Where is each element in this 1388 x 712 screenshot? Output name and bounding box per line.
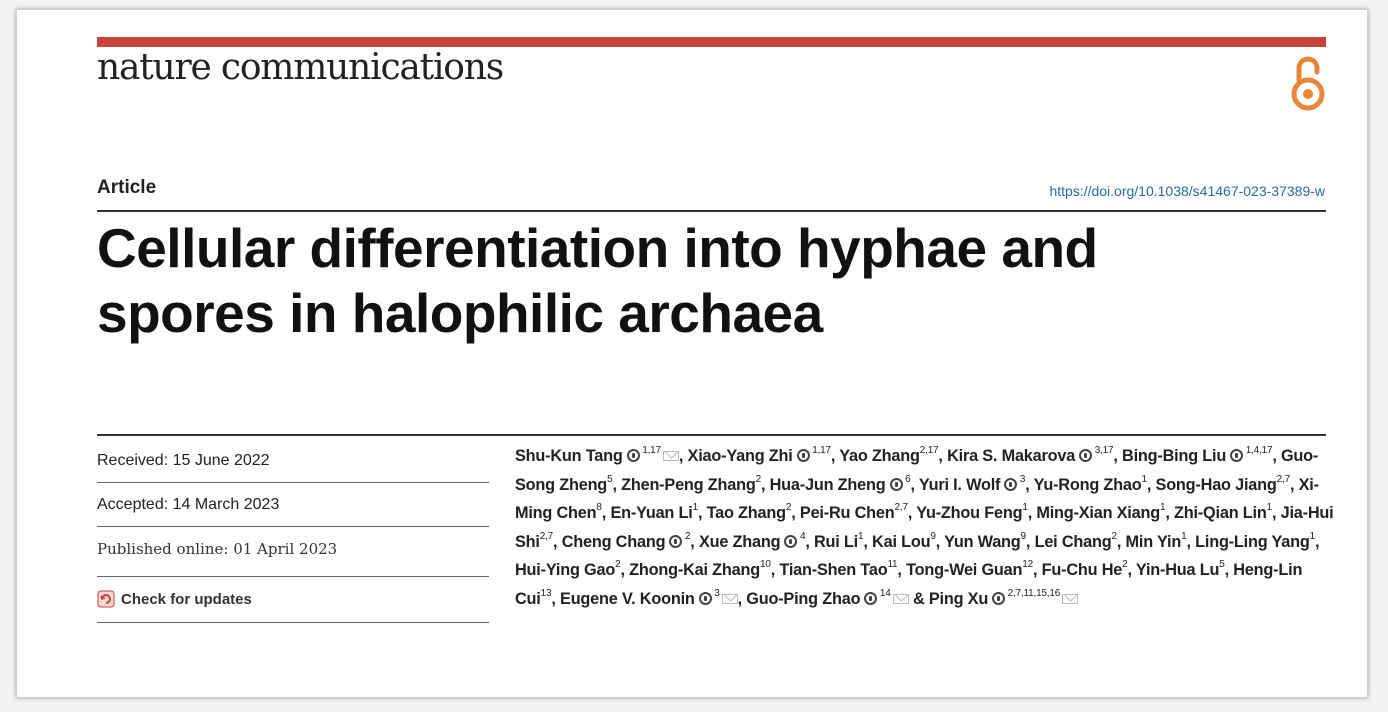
affiliation-superscript: 3 <box>711 587 720 599</box>
author-name[interactable] <box>872 530 936 551</box>
author-label: Xi-Ming Chen <box>515 475 1319 522</box>
author-label: Tao Zhang <box>706 504 786 522</box>
affiliation-superscript: 2,7 <box>1276 473 1290 485</box>
author-name[interactable] <box>947 447 1113 465</box>
article-header-card <box>16 9 1368 698</box>
affiliation-superscript: 1 <box>1141 473 1147 485</box>
author-label: Tian-Shen Tao <box>779 561 888 579</box>
author-label: Yu-Rong Zhao <box>1033 475 1142 494</box>
header-divider <box>97 210 1326 212</box>
author-name[interactable] <box>839 447 938 465</box>
author-label: Shu-Kun Tang <box>515 447 623 465</box>
affiliation-superscript: 2,7 <box>539 530 554 542</box>
author-label: Guo-Song Zheng <box>515 447 1319 494</box>
date-separator <box>97 526 489 527</box>
author-label: Lei Chang <box>1034 532 1112 551</box>
affiliation-superscript: 10 <box>759 559 771 570</box>
affiliation-superscript: 2 <box>755 473 761 485</box>
author-name[interactable] <box>1122 447 1272 465</box>
author-label: Heng-Lin Cui <box>515 561 1303 608</box>
author-label: Yun Wang <box>944 532 1021 551</box>
affiliation-superscript: 2,7,11,15,16 <box>1005 587 1061 599</box>
title-line-2: spores in halophilic archaea <box>97 282 823 344</box>
author-name[interactable] <box>561 530 691 551</box>
affiliation-superscript: 1,17 <box>809 445 831 456</box>
author-name[interactable] <box>1195 530 1315 551</box>
date-separator <box>97 482 489 483</box>
author-label: Kira S. Makarova <box>947 447 1076 465</box>
affiliation-superscript: 3 <box>1017 473 1026 485</box>
author-name[interactable] <box>928 587 1078 608</box>
orcid-icon[interactable] <box>784 535 797 548</box>
author-name[interactable] <box>560 587 738 608</box>
orcid-icon[interactable] <box>890 478 903 491</box>
author-label: Pei-Ru Chen <box>799 504 895 522</box>
affiliation-superscript: 9 <box>930 530 936 542</box>
orcid-icon[interactable] <box>1004 478 1017 491</box>
affiliation-superscript: 1,17 <box>639 445 661 456</box>
author-label: Xiao-Yang Zhi <box>687 447 793 465</box>
author-name[interactable] <box>779 561 897 579</box>
author-label: Ling-Ling Yang <box>1195 532 1310 551</box>
affiliation-superscript: 9 <box>1020 530 1026 542</box>
affiliation-superscript: 3,17 <box>1092 445 1114 456</box>
author-label: Ming-Xian Xiang <box>1036 504 1160 522</box>
journal-accent-bar <box>97 37 1326 47</box>
orcid-icon[interactable] <box>797 449 810 462</box>
affiliation-superscript: 14 <box>877 587 891 599</box>
author-label: Eugene V. Koonin <box>560 589 695 608</box>
author-label: Yu-Zhou Feng <box>916 504 1023 522</box>
author-label: Jia-Hui Shi <box>515 504 1334 551</box>
orcid-icon[interactable] <box>699 592 712 605</box>
author-name[interactable] <box>629 561 771 579</box>
affiliation-superscript: 6 <box>902 473 911 485</box>
author-name[interactable] <box>1033 473 1147 494</box>
author-label: Cheng Chang <box>561 532 666 551</box>
author-label: Kai Lou <box>872 532 931 551</box>
author-name[interactable] <box>688 447 831 465</box>
email-icon[interactable] <box>1062 594 1078 604</box>
check-updates-label: Check for updates <box>121 590 252 608</box>
author-name[interactable] <box>813 530 864 551</box>
affiliation-superscript: 8 <box>596 502 602 513</box>
date-separator <box>97 622 489 623</box>
affiliation-superscript: 1 <box>1022 502 1028 513</box>
check-updates-icon <box>97 590 115 608</box>
affiliation-superscript: 1 <box>1181 530 1187 542</box>
affiliation-superscript: 12 <box>1022 559 1033 570</box>
affiliation-superscript: 2 <box>682 530 691 542</box>
author-label: Yin-Hua Lu <box>1135 561 1220 579</box>
author-label: Min Yin <box>1125 532 1182 551</box>
author-name[interactable] <box>1155 473 1290 494</box>
affiliation-superscript: 2 <box>1111 530 1117 542</box>
author-label: Zhi-Qian Lin <box>1174 504 1267 522</box>
author-label: Tong-Wei Guan <box>906 561 1023 579</box>
published-date: Published online: 01 April 2023 <box>97 540 338 558</box>
metadata-divider <box>97 434 1326 436</box>
author-name[interactable] <box>515 561 620 579</box>
date-separator <box>97 576 489 577</box>
received-date: Received: 15 June 2022 <box>97 452 270 469</box>
author-name[interactable] <box>906 561 1033 579</box>
journal-name[interactable]: nature communications <box>97 47 503 88</box>
author-name[interactable] <box>698 530 806 551</box>
article-type-label: Article <box>97 177 157 198</box>
author-name[interactable] <box>944 530 1026 551</box>
affiliation-superscript: 2,17 <box>919 445 939 456</box>
author-name[interactable] <box>916 504 1028 522</box>
author-name[interactable] <box>610 504 698 522</box>
affiliation-superscript: 2 <box>1122 559 1128 570</box>
orcid-icon[interactable] <box>669 535 682 548</box>
author-name[interactable] <box>707 504 792 522</box>
author-label: Rui Li <box>813 532 858 551</box>
orcid-icon[interactable] <box>992 592 1005 605</box>
orcid-icon[interactable] <box>1079 449 1092 462</box>
orcid-icon[interactable] <box>864 592 877 605</box>
affiliation-superscript: 5 <box>1219 559 1225 570</box>
author-name[interactable] <box>1034 530 1117 551</box>
affiliation-superscript: 1 <box>692 502 698 513</box>
email-icon[interactable] <box>663 451 679 461</box>
email-icon[interactable] <box>722 594 738 604</box>
author-label: Song-Hao Jiang <box>1155 475 1277 494</box>
author-label: Guo-Ping Zhao <box>746 589 861 608</box>
affiliation-superscript: 1 <box>858 530 864 542</box>
author-label: Yuri I. Wolf <box>918 475 1001 494</box>
author-name[interactable] <box>1136 561 1225 579</box>
author-name[interactable] <box>746 587 908 608</box>
orcid-icon[interactable] <box>1230 449 1243 462</box>
open-access-icon <box>1285 50 1331 114</box>
author-name[interactable] <box>1125 530 1187 551</box>
author-name[interactable] <box>800 504 908 522</box>
affiliation-superscript: 2 <box>615 559 621 570</box>
author-label: Fu-Chu He <box>1041 561 1123 579</box>
email-icon[interactable] <box>893 594 909 604</box>
affiliation-superscript: 1,4,17 <box>1243 445 1273 456</box>
author-name[interactable] <box>515 447 679 465</box>
author-label: Bing-Bing Liu <box>1122 447 1227 465</box>
check-updates-button[interactable] <box>97 590 489 608</box>
author-name[interactable] <box>1174 504 1272 522</box>
author-label: Yao Zhang <box>839 447 920 465</box>
author-label: Hui-Ying Gao <box>515 561 616 579</box>
affiliation-superscript: 1 <box>1309 530 1315 542</box>
author-name[interactable] <box>621 473 761 494</box>
author-label: Zhong-Kai Zhang <box>629 561 760 579</box>
author-list: Shu-Kun Tang $^{1,17}$ , Xiao-Yang Zhi $^{1,17}$, Yao Zhang$^{2,17}$, Kira S. Makarova $^{3,17}$, Bing-Bing Liu $^{1,4,17}$, Guo-Song Zheng$^5$, Zhen-Peng Zhang$^2$, Hua-Jun Zheng $^6$, Yuri I. Wolf $^3$, Yu-Rong Zhao$^1$, Song-Hao Jiang$^{2,7}$, Xi-Ming Chen$^8$, En-Yuan Li$^1$, Tao Zhang$^2$, Pei-Ru Chen$^{2,7}$, Yu-Zhou Feng$^1$, Ming-Xian Xiang$^1$, Zhi-Qian Lin$^1$, Jia-Hui Shi$^{2,7}$, Cheng Chang $^2$, Xue Zhang $^4$, Rui Li$^1$, Kai Lou$^9$, Yun Wang$^9$, Lei Chang$^2$, Min Yin$^1$, Ling-Ling Yang$^1$, Hui-Ying Gao$^2$, Zhong-Kai Zhang$^{10}$, Tian-Shen Tao$^{11}$, Tong-Wei Guan$^{12}$, Fu-Chu He$^2$, Yin-Hua Lu$^5$, Heng-Lin Cui$^{13}$, Eugene V. Koonin $^3$ , Guo-Ping Zhao $^{14}$ & Ping Xu $^{2,7,11,15,16}$ <box>515 445 1334 608</box>
affiliation-superscript: 4 <box>797 530 806 542</box>
affiliation-superscript: 5 <box>607 473 613 485</box>
accepted-date: Accepted: 14 March 2023 <box>97 496 280 513</box>
check-updates-row <box>97 590 489 608</box>
author-name[interactable] <box>918 473 1026 494</box>
orcid-icon[interactable] <box>627 449 640 462</box>
affiliation-superscript: 2 <box>785 502 792 513</box>
author-name[interactable] <box>1036 504 1165 522</box>
author-label: En-Yuan Li <box>610 504 693 522</box>
author-name[interactable] <box>769 473 911 494</box>
author-label: Hua-Jun Zheng <box>769 475 886 494</box>
affiliation-superscript: 1 <box>1159 502 1166 513</box>
doi-link[interactable]: https://doi.org/10.1038/s41467-023-37389-w <box>1049 183 1325 199</box>
affiliation-superscript: 2,7 <box>894 502 908 513</box>
affiliation-superscript: 13 <box>540 587 552 599</box>
author-label: Xue Zhang <box>698 532 781 551</box>
author-label: Ping Xu <box>928 589 989 608</box>
article-title <box>97 216 1317 346</box>
affiliation-superscript: 1 <box>1266 502 1272 513</box>
title-line-1: Cellular differentiation into hyphae and <box>97 217 1098 279</box>
author-name[interactable] <box>1042 561 1128 579</box>
author-label: Zhen-Peng Zhang <box>621 475 756 494</box>
affiliation-superscript: 11 <box>887 559 898 570</box>
